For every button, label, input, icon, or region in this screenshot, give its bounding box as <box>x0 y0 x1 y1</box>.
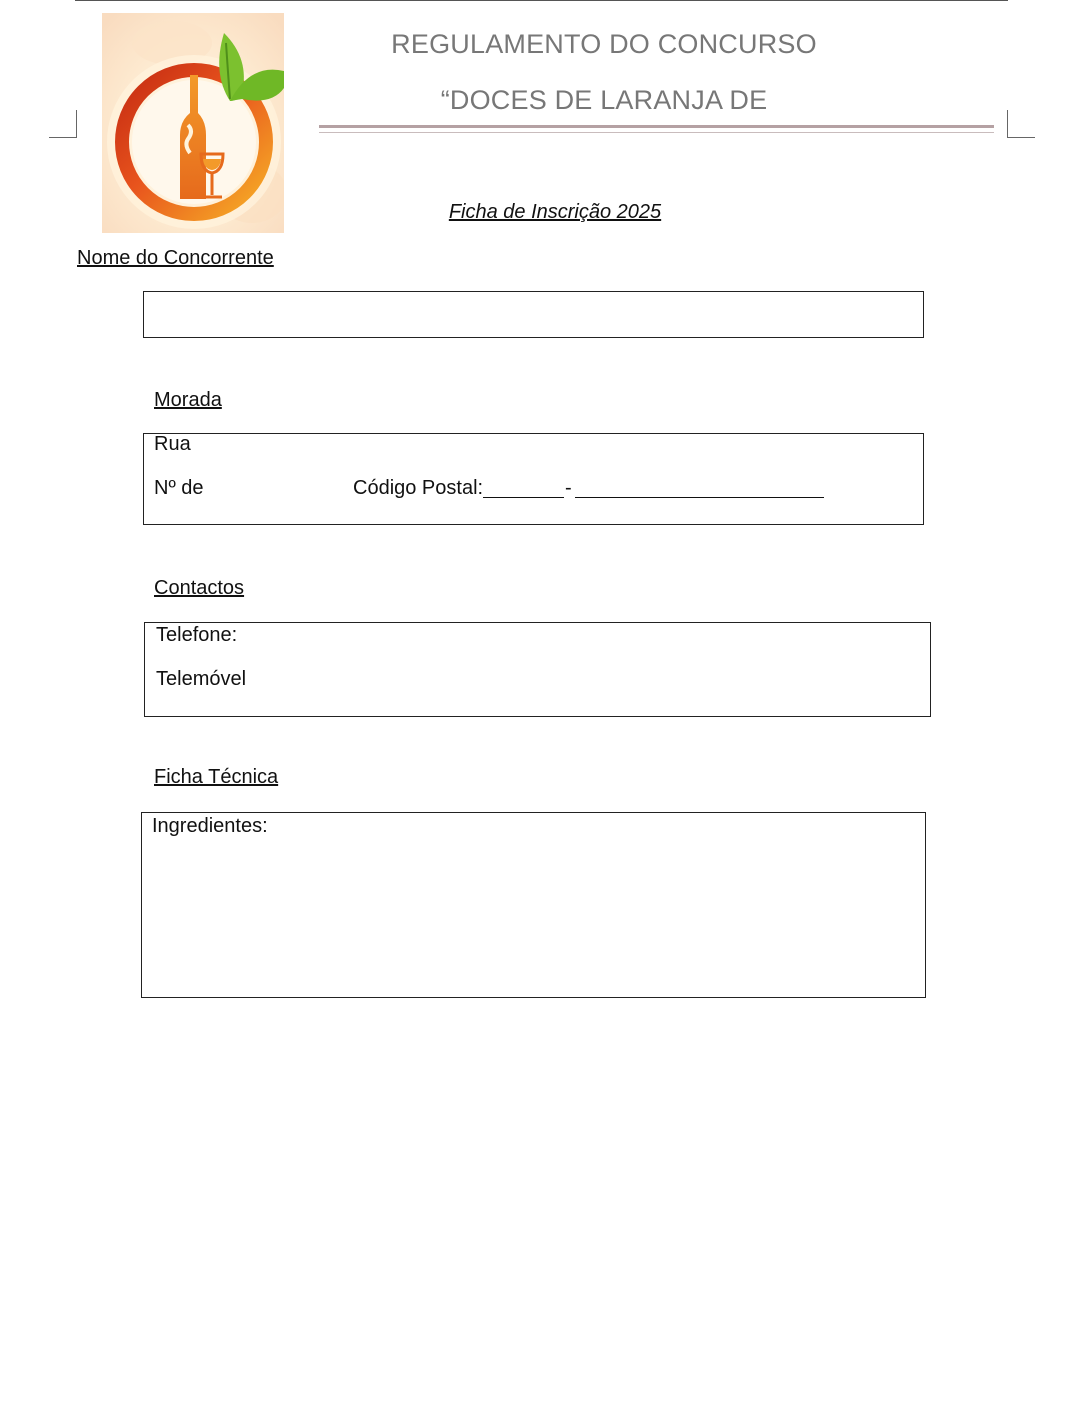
section-label-ficha-tecnica: Ficha Técnica <box>154 766 279 788</box>
numero-label: Nº de <box>154 477 204 499</box>
telemovel-label: Telemóvel <box>156 668 247 690</box>
section-label-morada: Morada <box>154 389 222 411</box>
document-title-line1: REGULAMENTO DO CONCURSO <box>391 29 817 59</box>
document-title-line2: “DOCES DE LARANJA DE <box>440 85 768 115</box>
rua-label: Rua <box>154 433 191 455</box>
header-divider <box>319 125 994 133</box>
codigo-postal-part1-field[interactable] <box>483 497 564 498</box>
nome-field[interactable] <box>143 291 924 338</box>
codigo-postal-part2-field[interactable] <box>575 497 824 498</box>
ficha-tecnica-box[interactable] <box>141 812 926 998</box>
page-top-edge <box>75 0 1008 1</box>
form-subtitle: Ficha de Inscrição 2025 <box>448 201 662 223</box>
codigo-postal-separator: - <box>565 477 572 499</box>
section-label-nome: Nome do Concorrente <box>77 247 274 269</box>
codigo-postal-label: Código Postal: <box>353 477 484 499</box>
margin-corner-mark-left <box>49 110 77 138</box>
ingredientes-label: Ingredientes: <box>152 815 268 837</box>
contest-logo-icon <box>102 13 284 233</box>
margin-corner-mark-right <box>1007 110 1035 138</box>
contactos-box <box>144 622 931 717</box>
section-label-contactos: Contactos <box>154 577 245 599</box>
morada-box <box>143 433 924 525</box>
telefone-label: Telefone: <box>156 624 238 646</box>
